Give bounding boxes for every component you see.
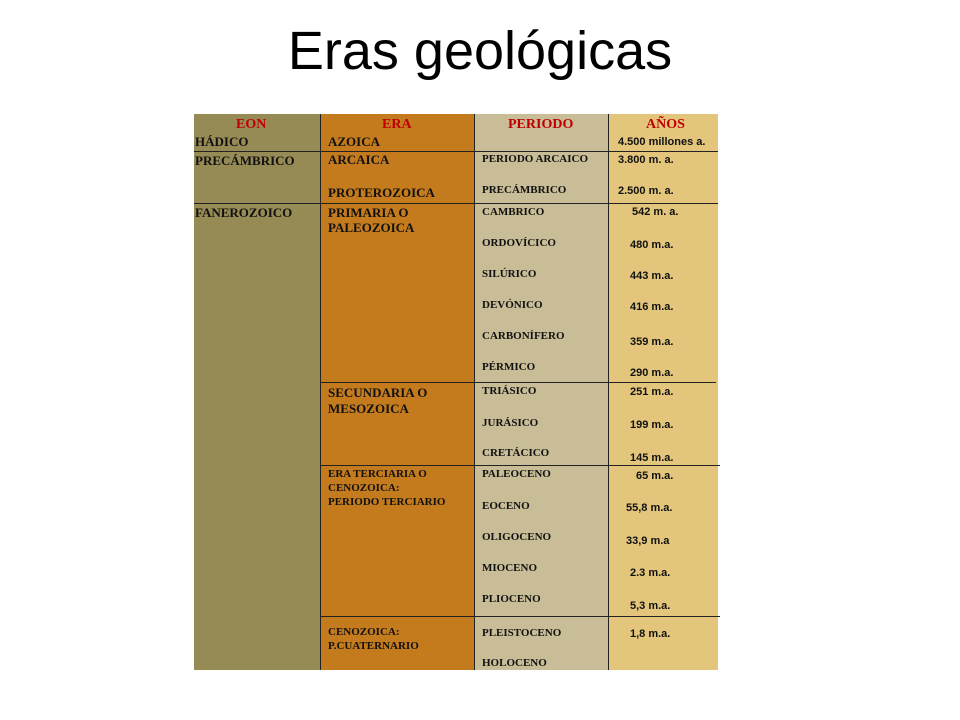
period-cell: PRECÁMBRICO xyxy=(482,184,567,196)
column-divider xyxy=(320,114,321,670)
years-cell: 443 m.a. xyxy=(630,270,674,282)
eon-column xyxy=(194,114,320,670)
eon-cell: HÁDICO xyxy=(195,134,249,149)
years-cell: 1,8 m.a. xyxy=(630,628,671,640)
era-cell: ARCAICA xyxy=(328,152,390,167)
header-periodo: PERIODO xyxy=(508,117,574,132)
period-cell: ORDOVÍCICO xyxy=(482,237,556,249)
years-cell: 290 m.a. xyxy=(630,367,674,379)
period-cell: SILÚRICO xyxy=(482,268,537,280)
header-anos: AÑOS xyxy=(646,117,685,132)
years-cell: 2.500 m. a. xyxy=(618,185,674,197)
era-cell: PROTEROZOICA xyxy=(328,185,435,200)
period-cell: TRIÁSICO xyxy=(482,385,537,397)
period-cell: PERIODO ARCAICO xyxy=(482,153,589,165)
period-cell: CRETÁCICO xyxy=(482,447,550,459)
period-cell: PLIOCENO xyxy=(482,593,541,605)
era-cell: SECUNDARIA O xyxy=(328,385,428,400)
years-cell: 2.3 m.a. xyxy=(630,567,671,579)
header-eon: EON xyxy=(236,117,267,132)
era-cell: PERIODO TERCIARIO xyxy=(328,496,446,508)
period-cell: DEVÓNICO xyxy=(482,299,543,311)
eon-cell: FANEROZOICO xyxy=(195,205,293,220)
eon-cell: PRECÁMBRICO xyxy=(195,153,295,168)
slide-title: Eras geológicas xyxy=(287,21,673,81)
era-cell: P.CUATERNARIO xyxy=(328,640,419,652)
years-cell: 55,8 m.a. xyxy=(626,502,673,514)
era-cell: PRIMARIA O xyxy=(328,205,409,220)
years-cell: 4.500 millones a. xyxy=(618,136,706,148)
years-cell: 251 m.a. xyxy=(630,386,674,398)
years-cell: 359 m.a. xyxy=(630,336,674,348)
years-cell: 5,3 m.a. xyxy=(630,600,671,612)
row-divider xyxy=(194,203,718,204)
period-cell: PALEOCENO xyxy=(482,468,551,480)
period-cell: PÉRMICO xyxy=(482,361,536,373)
period-cell: PLEISTOCENO xyxy=(482,627,562,639)
row-divider xyxy=(320,382,716,383)
period-cell: CARBONÍFERO xyxy=(482,330,565,342)
era-cell: ERA TERCIARIA O xyxy=(328,468,427,480)
period-cell: JURÁSICO xyxy=(482,417,539,429)
period-cell: EOCENO xyxy=(482,500,530,512)
row-divider xyxy=(194,151,718,152)
header-era: ERA xyxy=(382,117,412,132)
period-cell: OLIGOCENO xyxy=(482,531,552,543)
era-cell: AZOICA xyxy=(328,134,381,149)
years-cell: 199 m.a. xyxy=(630,419,674,431)
period-cell: MIOCENO xyxy=(482,562,537,574)
era-cell: CENOZOICA: xyxy=(328,482,400,494)
period-cell: CAMBRICO xyxy=(482,206,545,218)
years-cell: 33,9 m.a xyxy=(626,535,670,547)
row-divider xyxy=(320,616,720,617)
years-cell: 416 m.a. xyxy=(630,301,674,313)
era-cell: CENOZOICA: xyxy=(328,626,400,638)
column-divider xyxy=(608,114,609,670)
geologic-eras-table xyxy=(194,114,718,670)
era-cell: PALEOZOICA xyxy=(328,220,415,235)
years-cell: 145 m.a. xyxy=(630,452,674,464)
years-cell: 3.800 m. a. xyxy=(618,154,674,166)
row-divider xyxy=(320,465,720,466)
years-cell: 65 m.a. xyxy=(636,470,674,482)
era-cell: MESOZOICA xyxy=(328,401,409,416)
column-divider xyxy=(474,114,475,670)
years-cell: 480 m.a. xyxy=(630,239,674,251)
period-cell: HOLOCENO xyxy=(482,657,547,669)
years-cell: 542 m. a. xyxy=(632,206,679,218)
